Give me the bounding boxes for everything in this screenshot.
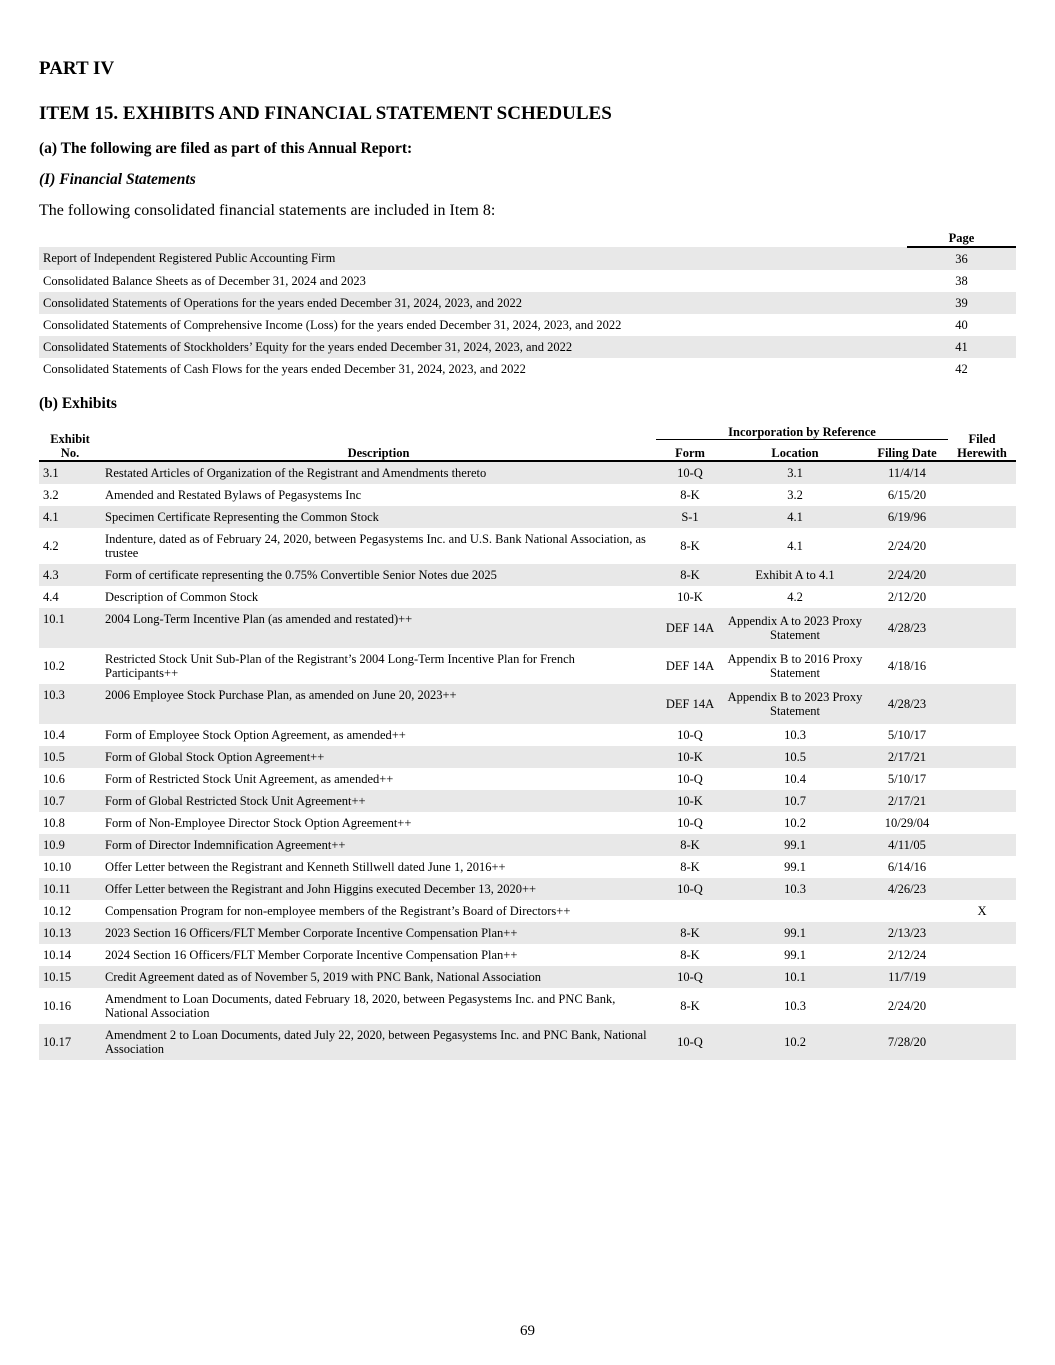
exhibit-location: 3.2 bbox=[787, 488, 803, 502]
exhibit-row bbox=[39, 878, 1016, 900]
financial-statements-body bbox=[39, 247, 1016, 380]
exhibit-filing-date: 2/24/20 bbox=[887, 999, 927, 1013]
exhibit-filed-herewith bbox=[948, 944, 1016, 966]
exhibit-description: Restated Articles of Organization of the Registrant and Amendments thereto bbox=[101, 461, 656, 484]
exhibit-number: 3.2 bbox=[43, 488, 59, 502]
exhibit-filing-date: 11/4/14 bbox=[866, 461, 948, 484]
description-header: Description bbox=[101, 423, 656, 461]
intro-text: The following consolidated financial statements are included in Item 8: bbox=[39, 202, 496, 219]
exhibit-filing-date: 11/7/19 bbox=[866, 966, 948, 988]
fs-description: Report of Independent Registered Public Accounting Firm bbox=[39, 247, 907, 270]
exhibit-location: Appendix B to 2023 Proxy Statement bbox=[724, 684, 866, 724]
exhibit-filed-herewith bbox=[948, 768, 1016, 790]
exhibit-description: Amendment to Loan Documents, dated February 18, 2020, between Pegasystems Inc. and PNC Bank, National Association bbox=[105, 992, 616, 1020]
exhibit-location: Appendix A to 2023 Proxy Statement bbox=[724, 608, 866, 648]
exhibit-filing-date: 2/17/21 bbox=[866, 746, 948, 768]
exhibit-filed-herewith bbox=[948, 966, 1016, 988]
item-title: ITEM 15. EXHIBITS AND FINANCIAL STATEMENT SCHEDULES bbox=[39, 103, 612, 124]
exhibit-form: 10-Q bbox=[656, 966, 724, 988]
fs-page: 39 bbox=[907, 292, 1016, 314]
exhibit-form: 8-K bbox=[680, 860, 700, 874]
financial-statements-heading: (I) Financial Statements bbox=[39, 171, 196, 188]
exhibit-location: 4.1 bbox=[787, 539, 803, 553]
location-header: Location bbox=[724, 440, 866, 462]
exhibit-row bbox=[39, 856, 1016, 878]
exhibit-number: 10.1 bbox=[39, 608, 101, 648]
exhibit-filed-herewith bbox=[948, 922, 1016, 944]
exhibit-form: 10-Q bbox=[656, 461, 724, 484]
exhibit-row bbox=[39, 506, 1016, 528]
fs-row bbox=[39, 314, 1016, 336]
exhibit-number: 10.4 bbox=[43, 728, 65, 742]
exhibit-filed-herewith bbox=[948, 461, 1016, 484]
exhibit-description: Restricted Stock Unit Sub-Plan of the Registrant’s 2004 Long-Term Incentive Plan for French Participants++ bbox=[105, 652, 575, 680]
exhibit-location: 4.1 bbox=[724, 506, 866, 528]
exhibit-filed-herewith bbox=[948, 484, 1016, 506]
exhibit-filing-date: 5/10/17 bbox=[887, 772, 927, 786]
exhibit-number: 3.1 bbox=[39, 461, 101, 484]
exhibit-filed-herewith bbox=[948, 812, 1016, 834]
exhibit-filing-date: 4/28/23 bbox=[866, 608, 948, 648]
exhibit-number: 10.3 bbox=[39, 684, 101, 724]
exhibit-filing-date: 7/28/20 bbox=[866, 1024, 948, 1060]
exhibit-number: 10.17 bbox=[39, 1024, 101, 1060]
exhibit-description: Compensation Program for non-employee members of the Registrant’s Board of Directors++ bbox=[105, 904, 571, 918]
exhibit-form: 8-K bbox=[656, 564, 724, 586]
exhibit-description: Amended and Restated Bylaws of Pegasystems Inc bbox=[105, 488, 362, 502]
exhibit-number: 4.1 bbox=[39, 506, 101, 528]
exhibit-description: Form of Restricted Stock Unit Agreement, as amended++ bbox=[105, 772, 394, 786]
fs-row bbox=[39, 292, 1016, 314]
financial-statements-table bbox=[39, 230, 1016, 380]
exhibit-location: 10.7 bbox=[724, 790, 866, 812]
exhibit-location: 3.1 bbox=[724, 461, 866, 484]
exhibit-location: 10.5 bbox=[724, 746, 866, 768]
exhibit-filed-herewith bbox=[948, 878, 1016, 900]
exhibit-number: 10.14 bbox=[43, 948, 72, 962]
exhibit-filed-herewith bbox=[948, 856, 1016, 878]
fs-page: 36 bbox=[907, 247, 1016, 270]
exhibit-form: DEF 14A bbox=[656, 684, 724, 724]
exhibit-filed-herewith bbox=[948, 790, 1016, 812]
fs-page: 38 bbox=[955, 273, 968, 288]
exhibit-number: 4.2 bbox=[43, 539, 59, 553]
exhibit-location: 10.3 bbox=[784, 728, 806, 742]
exhibit-location: 10.3 bbox=[784, 999, 806, 1013]
exhibit-row bbox=[39, 746, 1016, 768]
exhibit-filing-date: 4/18/16 bbox=[887, 659, 927, 673]
part-title: PART IV bbox=[39, 58, 115, 79]
fs-desc-header bbox=[39, 230, 907, 247]
exhibit-location: Exhibit A to 4.1 bbox=[724, 564, 866, 586]
exhibit-filing-date: 2/17/21 bbox=[866, 790, 948, 812]
exhibit-row bbox=[39, 812, 1016, 834]
exhibit-form: 10-Q bbox=[677, 728, 703, 742]
exhibit-number: 10.2 bbox=[43, 659, 65, 673]
fs-description: Consolidated Statements of Comprehensive Income (Loss) for the years ended December 31, 2024, 2023, and 2022 bbox=[43, 317, 622, 332]
exhibit-number: 10.7 bbox=[39, 790, 101, 812]
exhibit-form: 8-K bbox=[680, 488, 700, 502]
exhibit-form: DEF 14A bbox=[656, 608, 724, 648]
exhibit-filing-date bbox=[866, 900, 948, 922]
exhibit-filing-date: 2/24/20 bbox=[887, 539, 927, 553]
exhibit-row bbox=[39, 834, 1016, 856]
exhibit-description: Offer Letter between the Registrant and John Higgins executed December 13, 2020++ bbox=[101, 878, 656, 900]
exhibit-filed-herewith bbox=[948, 988, 1016, 1024]
exhibit-form: 10-Q bbox=[656, 878, 724, 900]
fs-description: Consolidated Balance Sheets as of December 31, 2024 and 2023 bbox=[43, 273, 366, 288]
exhibit-number: 10.16 bbox=[43, 999, 72, 1013]
exhibit-filing-date: 5/10/17 bbox=[887, 728, 927, 742]
exhibit-filed-herewith bbox=[948, 648, 1016, 684]
exhibit-filing-date: 4/11/05 bbox=[866, 834, 948, 856]
exhibit-description: 2004 Long-Term Incentive Plan (as amended and restated)++ bbox=[101, 608, 656, 648]
exhibit-filing-date: 2/12/20 bbox=[887, 590, 927, 604]
exhibit-filed-herewith bbox=[948, 834, 1016, 856]
exhibit-no-header: Exhibit No. bbox=[39, 423, 101, 461]
exhibit-description: Indenture, dated as of February 24, 2020, between Pegasystems Inc. and U.S. Bank National Association, as trustee bbox=[105, 532, 646, 560]
exhibit-location: 10.2 bbox=[784, 816, 806, 830]
exhibit-row bbox=[39, 648, 1016, 684]
exhibits-body bbox=[39, 461, 1016, 1060]
exhibit-row bbox=[39, 724, 1016, 746]
fs-row bbox=[39, 358, 1016, 380]
exhibit-description: Amendment 2 to Loan Documents, dated July 22, 2020, between Pegasystems Inc. and PNC Bank, National Association bbox=[101, 1024, 656, 1060]
fs-description: Consolidated Statements of Cash Flows for the years ended December 31, 2024, 2023, and 2022 bbox=[43, 361, 526, 376]
exhibit-description: 2006 Employee Stock Purchase Plan, as amended on June 20, 2023++ bbox=[101, 684, 656, 724]
exhibit-form: 8-K bbox=[656, 834, 724, 856]
exhibit-filed-herewith bbox=[948, 724, 1016, 746]
exhibit-description: Specimen Certificate Representing the Common Stock bbox=[101, 506, 656, 528]
exhibit-form: 10-Q bbox=[677, 816, 703, 830]
fs-description: Consolidated Statements of Operations for the years ended December 31, 2024, 2023, and 2022 bbox=[39, 292, 907, 314]
fs-page: 41 bbox=[907, 336, 1016, 358]
form-header: Form bbox=[656, 440, 724, 462]
exhibit-location: 10.3 bbox=[724, 878, 866, 900]
exhibit-filed-herewith bbox=[948, 1024, 1016, 1060]
exhibit-form bbox=[656, 900, 724, 922]
exhibit-form: 10-K bbox=[656, 790, 724, 812]
exhibits-heading: (b) Exhibits bbox=[39, 395, 117, 412]
exhibit-description: Form of Employee Stock Option Agreement, as amended++ bbox=[105, 728, 406, 742]
exhibit-location: 4.2 bbox=[787, 590, 803, 604]
exhibit-filing-date: 4/28/23 bbox=[866, 684, 948, 724]
fs-page: 40 bbox=[955, 317, 968, 332]
exhibit-form: 10-Q bbox=[656, 1024, 724, 1060]
filed-herewith-header: Filed Herewith bbox=[948, 423, 1016, 461]
exhibit-form: 10-Q bbox=[677, 772, 703, 786]
exhibit-filing-date: 2/24/20 bbox=[866, 564, 948, 586]
exhibit-filing-date: 10/29/04 bbox=[884, 816, 930, 830]
fs-row bbox=[39, 247, 1016, 270]
exhibit-row bbox=[39, 900, 1016, 922]
exhibit-row bbox=[39, 484, 1016, 506]
exhibit-description: 2023 Section 16 Officers/FLT Member Corporate Incentive Compensation Plan++ bbox=[101, 922, 656, 944]
exhibit-row bbox=[39, 768, 1016, 790]
exhibit-row bbox=[39, 944, 1016, 966]
exhibit-description: Form of certificate representing the 0.75% Convertible Senior Notes due 2025 bbox=[101, 564, 656, 586]
exhibit-number: 10.11 bbox=[39, 878, 101, 900]
exhibit-location: 99.1 bbox=[784, 948, 806, 962]
exhibit-filed-herewith bbox=[948, 564, 1016, 586]
exhibit-row bbox=[39, 684, 1016, 724]
page-number: 69 bbox=[520, 1323, 535, 1339]
exhibit-form: 8-K bbox=[680, 539, 700, 553]
exhibit-filing-date: 6/14/16 bbox=[887, 860, 927, 874]
exhibit-form: 10-K bbox=[656, 746, 724, 768]
exhibit-filing-date: 6/15/20 bbox=[887, 488, 927, 502]
exhibits-table bbox=[39, 423, 1016, 1060]
exhibit-form: DEF 14A bbox=[665, 659, 715, 673]
exhibit-row bbox=[39, 1024, 1016, 1060]
exhibit-number: 10.8 bbox=[43, 816, 65, 830]
exhibit-row bbox=[39, 966, 1016, 988]
exhibit-filed-herewith: X bbox=[977, 904, 987, 918]
fs-row bbox=[39, 336, 1016, 358]
exhibit-filed-herewith bbox=[948, 746, 1016, 768]
filing-date-header: Filing Date bbox=[866, 440, 948, 462]
exhibit-number: 4.4 bbox=[43, 590, 59, 604]
exhibit-form: 8-K bbox=[680, 999, 700, 1013]
exhibit-number: 10.5 bbox=[39, 746, 101, 768]
exhibit-description: Form of Non-Employee Director Stock Option Agreement++ bbox=[105, 816, 412, 830]
exhibit-location: 10.1 bbox=[724, 966, 866, 988]
exhibit-number: 10.13 bbox=[39, 922, 101, 944]
exhibit-location: 10.2 bbox=[724, 1024, 866, 1060]
exhibit-description: Description of Common Stock bbox=[105, 590, 259, 604]
exhibit-location bbox=[724, 900, 866, 922]
exhibit-description: Form of Global Stock Option Agreement++ bbox=[101, 746, 656, 768]
exhibit-location: 99.1 bbox=[724, 834, 866, 856]
exhibit-filed-herewith bbox=[948, 684, 1016, 724]
exhibit-row bbox=[39, 461, 1016, 484]
exhibit-number: 10.12 bbox=[43, 904, 72, 918]
exhibit-number: 10.9 bbox=[39, 834, 101, 856]
exhibit-filed-herewith bbox=[948, 608, 1016, 648]
exhibit-row bbox=[39, 922, 1016, 944]
exhibit-filing-date: 2/12/24 bbox=[887, 948, 927, 962]
exhibit-filing-date: 2/13/23 bbox=[866, 922, 948, 944]
exhibit-form: 8-K bbox=[680, 948, 700, 962]
exhibit-row bbox=[39, 608, 1016, 648]
exhibit-row bbox=[39, 564, 1016, 586]
exhibit-row bbox=[39, 790, 1016, 812]
exhibit-number: 4.3 bbox=[39, 564, 101, 586]
fs-row bbox=[39, 270, 1016, 292]
exhibit-description: Form of Global Restricted Stock Unit Agreement++ bbox=[101, 790, 656, 812]
exhibit-number: 10.6 bbox=[43, 772, 65, 786]
exhibit-row bbox=[39, 586, 1016, 608]
exhibit-description: 2024 Section 16 Officers/FLT Member Corporate Incentive Compensation Plan++ bbox=[105, 948, 518, 962]
exhibit-row bbox=[39, 528, 1016, 564]
exhibit-location: Appendix B to 2016 Proxy Statement bbox=[727, 652, 863, 680]
exhibit-filed-herewith bbox=[948, 528, 1016, 564]
exhibit-number: 10.15 bbox=[39, 966, 101, 988]
fs-page: 42 bbox=[955, 361, 968, 376]
exhibit-filing-date: 4/26/23 bbox=[866, 878, 948, 900]
exhibit-filed-herewith bbox=[948, 506, 1016, 528]
exhibit-filed-herewith bbox=[948, 586, 1016, 608]
fs-page-header: Page bbox=[907, 230, 1016, 247]
incorporation-header: Incorporation by Reference bbox=[656, 423, 948, 440]
exhibit-description: Offer Letter between the Registrant and Kenneth Stillwell dated June 1, 2016++ bbox=[105, 860, 506, 874]
exhibit-description: Credit Agreement dated as of November 5, 2019 with PNC Bank, National Association bbox=[101, 966, 656, 988]
exhibit-description: Form of Director Indemnification Agreement++ bbox=[101, 834, 656, 856]
exhibit-number: 10.10 bbox=[43, 860, 72, 874]
exhibit-form: S-1 bbox=[656, 506, 724, 528]
section-a-heading: (a) The following are filed as part of this Annual Report: bbox=[39, 140, 413, 157]
fs-description: Consolidated Statements of Stockholders’ Equity for the years ended December 31, 2024, 2023, and 2022 bbox=[39, 336, 907, 358]
exhibit-location: 10.4 bbox=[784, 772, 806, 786]
exhibit-location: 99.1 bbox=[724, 922, 866, 944]
exhibit-filing-date: 6/19/96 bbox=[866, 506, 948, 528]
exhibit-location: 99.1 bbox=[784, 860, 806, 874]
exhibit-form: 8-K bbox=[656, 922, 724, 944]
exhibit-row bbox=[39, 988, 1016, 1024]
exhibit-form: 10-K bbox=[677, 590, 703, 604]
